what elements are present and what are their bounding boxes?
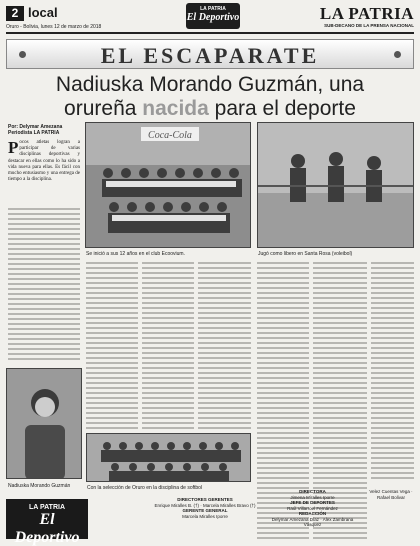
beach-photo	[257, 122, 414, 248]
intro-text: ocos atletas logran a participar de varias disciplinas deportivas y destacar en ellas como lo ha sido a vida nueva para ellas. Es fácil con mucho entusiasmo y una entrega de tiempo a la disciplina.	[8, 140, 80, 183]
chief-name: Raúl Villarroel Fernández	[287, 505, 338, 511]
manager-name: Marcela Miralles Iporre	[182, 513, 228, 519]
editor-name: Jimena Miralles Iporre	[290, 494, 335, 500]
headline-highlight: nacida	[142, 97, 209, 120]
article-intro	[8, 140, 80, 183]
newspaper-name: LA PATRIA	[319, 4, 414, 23]
byline-author: Por: Delymar Amezana	[8, 124, 63, 130]
body-column-7	[371, 259, 414, 479]
team-photo-caption: Se inició a sus 12 años en el club Ecoovium.	[86, 251, 185, 257]
supplement-logo	[186, 3, 240, 29]
masthead-rule	[6, 32, 414, 34]
headline-part3: para el deporte	[214, 97, 356, 120]
portrait-illustration	[7, 369, 82, 479]
selection-caption: Con la selección de Oruro en la disciplina de softbol	[87, 485, 203, 491]
staff-credits: Velez Cuentas Vega · Rafael Bolivar	[369, 489, 413, 500]
headline-line1: Nadiuska Morando Guzmán, una	[55, 73, 365, 96]
selection-photo	[86, 433, 251, 482]
dateline: Oruro - Bolivia, lunes 12 de marzo de 2018	[6, 24, 102, 30]
directors-heading: DIRECTORES GERENTES	[177, 497, 233, 502]
directors-names: Enrique Miralles B. (†) · Marcela Miralles Bravo (†)	[154, 502, 256, 508]
manager-heading: GERENTE GENERAL	[182, 508, 228, 513]
newspaper-tagline: SUB-DECANO DE LA PRENSA NACIONAL	[324, 23, 414, 28]
portrait-caption: Nadiuska Morando Guzmán	[8, 483, 71, 489]
banner-title: EL ESCAPARATE	[100, 43, 320, 68]
banner-bullet-right-icon	[394, 51, 401, 58]
body-column-4	[198, 259, 251, 429]
selection-photo-illustration	[87, 434, 251, 482]
portrait-photo	[6, 368, 82, 479]
section-label: local	[28, 5, 58, 20]
article-headline	[8, 73, 412, 121]
beach-photo-caption: Jugó como libero en Santa Rosa (voleibol)	[258, 251, 353, 257]
drop-cap: P	[8, 138, 19, 157]
body-column-2	[86, 259, 138, 429]
newsroom-names: Delymar Amezana Díaz · Alex Zambrana Vásquez	[271, 516, 354, 527]
staff-box-right	[265, 489, 360, 528]
byline	[8, 124, 62, 136]
supplement-logo-small: LA PATRIA	[200, 6, 226, 12]
body-column-3	[142, 259, 194, 429]
beach-photo-illustration	[258, 123, 414, 248]
footer-logo-name: El Deportivo	[14, 511, 80, 546]
page-number: 2	[6, 6, 24, 21]
section-banner	[6, 39, 414, 69]
team-photo-illustration	[86, 123, 251, 248]
byline-outlet: Periodista LA PATRIA	[8, 130, 60, 136]
headline-part2: orureña	[64, 97, 137, 120]
editor-heading: DIRECTORA	[299, 489, 326, 494]
sign-text: Coca-Cola	[148, 130, 192, 141]
staff-box-left	[150, 497, 260, 519]
footer-logo	[6, 499, 88, 546]
supplement-logo-name: El Deportivo	[186, 12, 240, 23]
newsroom-heading: REDACCIÓN	[298, 511, 327, 516]
team-photo	[85, 122, 251, 248]
footer-logo-small: LA PATRIA	[28, 504, 66, 511]
chief-heading: JEFE DE DEPORTES	[290, 500, 335, 505]
intro-body-text	[8, 205, 80, 360]
